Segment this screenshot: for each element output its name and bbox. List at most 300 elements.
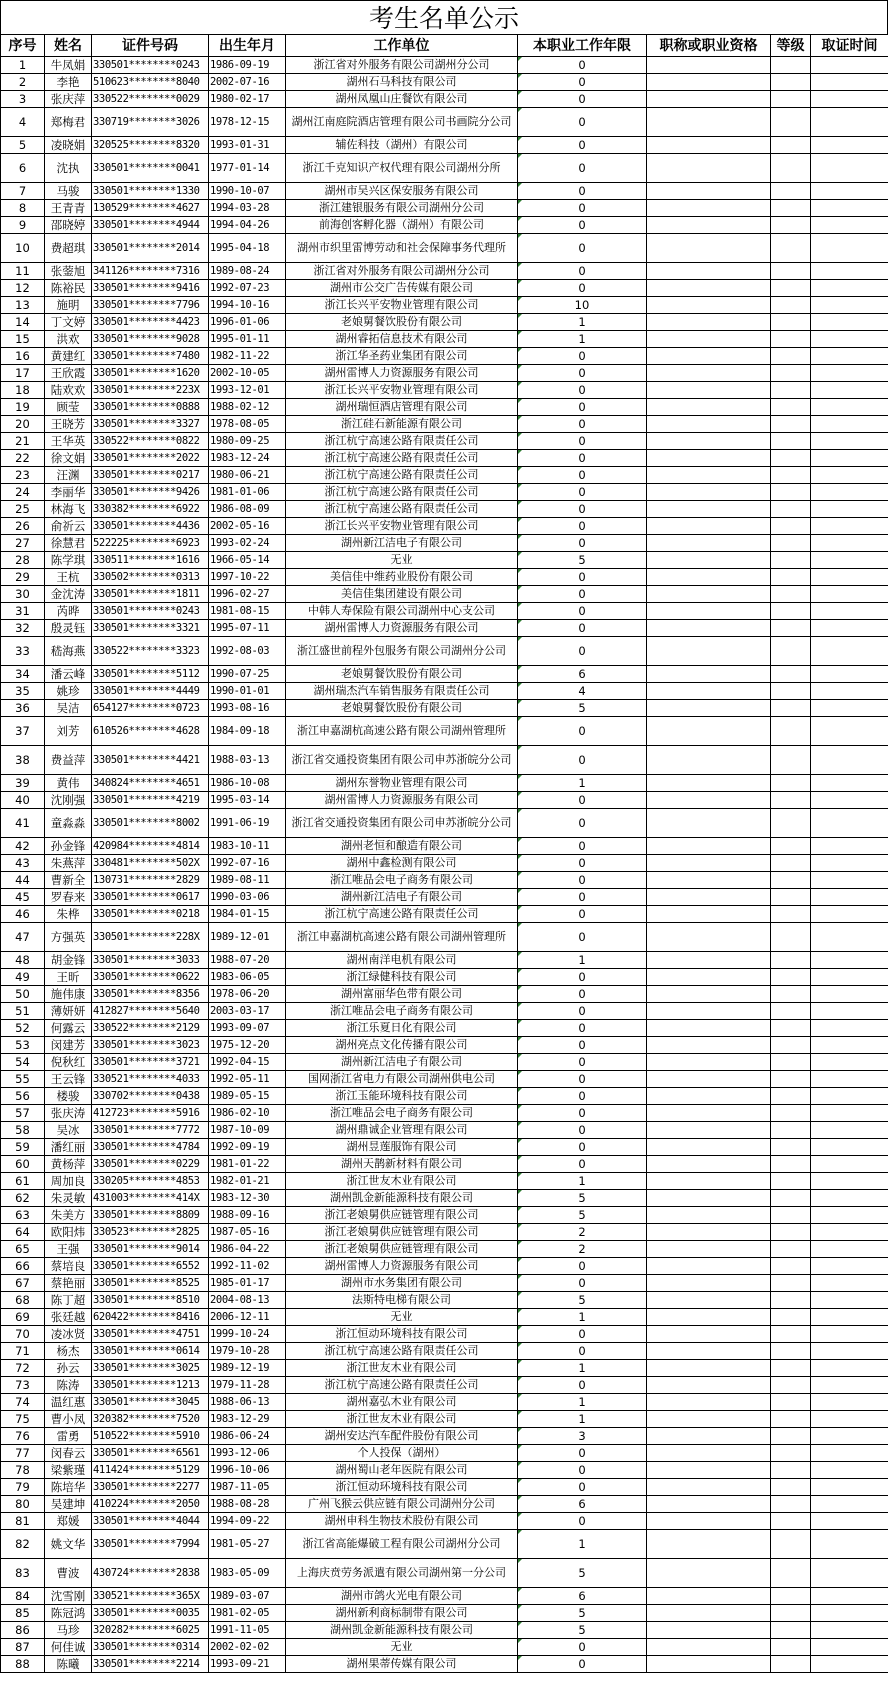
cell-cert-date: [811, 1207, 888, 1224]
cell-level: [771, 1605, 811, 1622]
cell-title: [647, 382, 771, 399]
header-birth: 出生年月: [209, 35, 286, 57]
cell-no: 87: [1, 1639, 45, 1656]
cell-id: 330501********0035: [92, 1605, 209, 1622]
cell-name: 欧阳炜: [45, 1224, 92, 1241]
cell-years: 1: [518, 1360, 647, 1377]
cell-years: 0: [518, 969, 647, 986]
cell-org: 浙江老娘舅供应链管理有限公司: [286, 1207, 518, 1224]
cell-cert-date: [811, 1462, 888, 1479]
cell-cert-date: [811, 717, 888, 746]
cell-org: 浙江杭宁高速公路有限责任公司: [286, 501, 518, 518]
cell-cert-date: [811, 746, 888, 775]
table-row: [1, 1479, 888, 1496]
table-row: [1, 1445, 888, 1462]
cell-level: [771, 1190, 811, 1207]
cell-years: 5: [518, 1622, 647, 1639]
cell-birth: 1983-12-29: [209, 1411, 286, 1428]
cell-id: 330501********3327: [92, 416, 209, 433]
cell-years: 2: [518, 1241, 647, 1258]
cell-birth: 1996-02-27: [209, 586, 286, 603]
cell-title: [647, 1462, 771, 1479]
cell-id: 340824********4651: [92, 775, 209, 792]
cell-name: 黄杨萍: [45, 1156, 92, 1173]
cell-level: [771, 74, 811, 91]
cell-no: 51: [1, 1003, 45, 1020]
cell-level: [771, 1241, 811, 1258]
cell-name: 费超琪: [45, 234, 92, 263]
cell-org: 湖州南洋电机有限公司: [286, 952, 518, 969]
cell-level: [771, 399, 811, 416]
cell-title: [647, 154, 771, 183]
cell-birth: 1989-05-15: [209, 1088, 286, 1105]
cell-id: 330501********0622: [92, 969, 209, 986]
cell-title: [647, 683, 771, 700]
cell-no: 77: [1, 1445, 45, 1462]
cell-title: [647, 1173, 771, 1190]
cell-birth: 1979-11-28: [209, 1377, 286, 1394]
cell-no: 85: [1, 1605, 45, 1622]
cell-title: [647, 1224, 771, 1241]
cell-title: [647, 217, 771, 234]
cell-title: [647, 74, 771, 91]
cell-cert-date: [811, 838, 888, 855]
cell-name: 王晓芳: [45, 416, 92, 433]
cell-id: 330521********4033: [92, 1071, 209, 1088]
cell-title: [647, 1122, 771, 1139]
cell-birth: 1983-12-30: [209, 1190, 286, 1207]
cell-cert-date: [811, 620, 888, 637]
cell-birth: 1997-10-22: [209, 569, 286, 586]
cell-birth: 1983-12-24: [209, 450, 286, 467]
cell-cert-date: [811, 1639, 888, 1656]
cell-no: 70: [1, 1326, 45, 1343]
cell-cert-date: [811, 297, 888, 314]
cell-id: 320525********8320: [92, 137, 209, 154]
cell-level: [771, 1428, 811, 1445]
cell-no: 10: [1, 234, 45, 263]
cell-id: 330522********0822: [92, 433, 209, 450]
cell-title: [647, 501, 771, 518]
cell-level: [771, 518, 811, 535]
cell-name: 陈裕民: [45, 280, 92, 297]
cell-cert-date: [811, 183, 888, 200]
cell-birth: 1981-05-27: [209, 1530, 286, 1559]
cell-cert-date: [811, 1479, 888, 1496]
cell-birth: 1984-09-18: [209, 717, 286, 746]
cell-level: [771, 1496, 811, 1513]
cell-cert-date: [811, 1190, 888, 1207]
cell-id: 330501********4784: [92, 1139, 209, 1156]
cell-cert-date: [811, 1343, 888, 1360]
cell-cert-date: [811, 775, 888, 792]
cell-org: 湖州市公交广告传媒有限公司: [286, 280, 518, 297]
cell-title: [647, 467, 771, 484]
cell-name: 沈刚强: [45, 792, 92, 809]
cell-years: 0: [518, 855, 647, 872]
cell-id: 510522********5910: [92, 1428, 209, 1445]
cell-level: [771, 969, 811, 986]
cell-name: 汪渊: [45, 467, 92, 484]
cell-org: 个人投保（湖州）: [286, 1445, 518, 1462]
cell-years: 0: [518, 1071, 647, 1088]
cell-name: 李艳: [45, 74, 92, 91]
cell-years: 3: [518, 1428, 647, 1445]
cell-id: 330501********8356: [92, 986, 209, 1003]
cell-birth: 1993-09-07: [209, 1020, 286, 1037]
header-name: 姓名: [45, 35, 92, 57]
header-id: 证件号码: [92, 35, 209, 57]
cell-level: [771, 906, 811, 923]
cell-level: [771, 280, 811, 297]
cell-title: [647, 792, 771, 809]
cell-name: 朱灵敏: [45, 1190, 92, 1207]
cell-years: 2: [518, 1224, 647, 1241]
cell-title: [647, 872, 771, 889]
cell-org: 湖州申科生物技术股份有限公司: [286, 1513, 518, 1530]
cell-name: 曹小凤: [45, 1411, 92, 1428]
table-row: [1, 986, 888, 1003]
table-row: [1, 217, 888, 234]
candidate-table: [0, 34, 888, 1673]
cell-name: 周加良: [45, 1173, 92, 1190]
cell-id: 330521********365X: [92, 1588, 209, 1605]
cell-title: [647, 586, 771, 603]
cell-id: 330522********3323: [92, 637, 209, 666]
cell-birth: 1994-10-16: [209, 297, 286, 314]
table-row: [1, 501, 888, 518]
cell-years: 5: [518, 1292, 647, 1309]
cell-name: 张蓥旭: [45, 263, 92, 280]
table-row: [1, 450, 888, 467]
cell-level: [771, 986, 811, 1003]
cell-level: [771, 838, 811, 855]
cell-years: 0: [518, 1122, 647, 1139]
table-row: [1, 467, 888, 484]
cell-org: 浙江唯品会电子商务有限公司: [286, 1003, 518, 1020]
cell-no: 53: [1, 1037, 45, 1054]
table-row: [1, 331, 888, 348]
cell-no: 14: [1, 314, 45, 331]
cell-title: [647, 1190, 771, 1207]
cell-id: 330501********6552: [92, 1258, 209, 1275]
cell-years: 0: [518, 889, 647, 906]
table-row: [1, 57, 888, 74]
table-row: [1, 717, 888, 746]
cell-name: 闵春云: [45, 1445, 92, 1462]
cell-birth: 1986-08-09: [209, 501, 286, 518]
cell-id: 522225********6923: [92, 535, 209, 552]
cell-no: 23: [1, 467, 45, 484]
cell-title: [647, 1054, 771, 1071]
cell-id: 330501********7772: [92, 1122, 209, 1139]
cell-id: 330382********6922: [92, 501, 209, 518]
cell-birth: 1986-02-10: [209, 1105, 286, 1122]
cell-id: 330205********4853: [92, 1173, 209, 1190]
cell-org: 浙江长兴平安物业管理有限公司: [286, 518, 518, 535]
cell-org: 无业: [286, 1309, 518, 1326]
cell-org: 湖州瑞杰汽车销售服务有限责任公司: [286, 683, 518, 700]
cell-years: 0: [518, 1139, 647, 1156]
cell-title: [647, 518, 771, 535]
cell-years: 0: [518, 792, 647, 809]
cell-org: 湖州新江洁电子有限公司: [286, 535, 518, 552]
cell-birth: 1986-10-08: [209, 775, 286, 792]
cell-cert-date: [811, 1656, 888, 1673]
cell-org: 浙江盛世前程外包服务有限公司湖州分公司: [286, 637, 518, 666]
table-row: [1, 1462, 888, 1479]
cell-level: [771, 1173, 811, 1190]
cell-no: 74: [1, 1394, 45, 1411]
cell-birth: 2002-02-02: [209, 1639, 286, 1656]
cell-cert-date: [811, 382, 888, 399]
cell-cert-date: [811, 637, 888, 666]
cell-cert-date: [811, 1003, 888, 1020]
cell-org: 浙江华圣药业集团有限公司: [286, 348, 518, 365]
table-row: [1, 792, 888, 809]
cell-name: 徐文娟: [45, 450, 92, 467]
cell-name: 吴建坤: [45, 1496, 92, 1513]
cell-years: 0: [518, 365, 647, 382]
cell-name: 徐慧君: [45, 535, 92, 552]
cell-cert-date: [811, 314, 888, 331]
cell-org: 浙江千克知识产权代理有限公司湖州分所: [286, 154, 518, 183]
cell-birth: 1989-03-07: [209, 1588, 286, 1605]
table-row: [1, 297, 888, 314]
cell-no: 58: [1, 1122, 45, 1139]
cell-no: 13: [1, 297, 45, 314]
cell-org: 湖州鼎诚企业管理有限公司: [286, 1122, 518, 1139]
cell-cert-date: [811, 1088, 888, 1105]
cell-title: [647, 620, 771, 637]
cell-org: 浙江玉能环境科技有限公司: [286, 1088, 518, 1105]
cell-level: [771, 382, 811, 399]
cell-org: 浙江乐夏日化有限公司: [286, 1020, 518, 1037]
cell-no: 66: [1, 1258, 45, 1275]
cell-no: 88: [1, 1656, 45, 1673]
cell-cert-date: [811, 1105, 888, 1122]
cell-years: 0: [518, 923, 647, 952]
table-row: [1, 683, 888, 700]
table-row: [1, 183, 888, 200]
cell-name: 金沈涛: [45, 586, 92, 603]
cell-org: 湖州安达汽车配件股份有限公司: [286, 1428, 518, 1445]
cell-title: [647, 297, 771, 314]
table-row: [1, 1190, 888, 1207]
table-row: [1, 1241, 888, 1258]
cell-level: [771, 1377, 811, 1394]
table-row: [1, 348, 888, 365]
cell-name: 吴冰: [45, 1122, 92, 1139]
cell-birth: 1994-03-28: [209, 200, 286, 217]
cell-org: 湖州蜀山老年医院有限公司: [286, 1462, 518, 1479]
cell-no: 38: [1, 746, 45, 775]
cell-birth: 1989-12-01: [209, 923, 286, 952]
table-row: [1, 74, 888, 91]
cell-title: [647, 484, 771, 501]
cell-cert-date: [811, 154, 888, 183]
cell-name: 方强英: [45, 923, 92, 952]
cell-org: 无业: [286, 552, 518, 569]
cell-years: 0: [518, 1054, 647, 1071]
cell-title: [647, 1496, 771, 1513]
cell-level: [771, 263, 811, 280]
cell-years: 0: [518, 1445, 647, 1462]
cell-cert-date: [811, 1275, 888, 1292]
cell-org: 浙江省交通投资集团有限公司申苏浙皖分公司: [286, 809, 518, 838]
cell-id: 330522********2129: [92, 1020, 209, 1037]
cell-cert-date: [811, 1258, 888, 1275]
cell-org: 湖州凯金新能源科技有限公司: [286, 1622, 518, 1639]
cell-no: 76: [1, 1428, 45, 1445]
cell-org: 湖州睿拓信息技术有限公司: [286, 331, 518, 348]
table-row: [1, 1360, 888, 1377]
cell-birth: 1986-06-24: [209, 1428, 286, 1445]
cell-years: 0: [518, 620, 647, 637]
cell-level: [771, 683, 811, 700]
cell-name: 王昕: [45, 969, 92, 986]
cell-title: [647, 450, 771, 467]
cell-level: [771, 637, 811, 666]
cell-years: 0: [518, 1156, 647, 1173]
cell-name: 闵建芳: [45, 1037, 92, 1054]
cell-cert-date: [811, 666, 888, 683]
header-cert-date: 取证时间: [811, 35, 888, 57]
table-row: [1, 969, 888, 986]
cell-birth: 1983-10-11: [209, 838, 286, 855]
cell-level: [771, 1309, 811, 1326]
cell-cert-date: [811, 1496, 888, 1513]
cell-years: 0: [518, 450, 647, 467]
cell-birth: 1989-12-19: [209, 1360, 286, 1377]
cell-level: [771, 1559, 811, 1588]
cell-name: 陈涛: [45, 1377, 92, 1394]
cell-years: 1: [518, 1394, 647, 1411]
cell-org: 湖州中鑫检测有限公司: [286, 855, 518, 872]
cell-title: [647, 1559, 771, 1588]
cell-years: 4: [518, 683, 647, 700]
cell-no: 1: [1, 57, 45, 74]
cell-no: 21: [1, 433, 45, 450]
cell-title: [647, 1207, 771, 1224]
cell-org: 浙江唯品会电子商务有限公司: [286, 1105, 518, 1122]
cell-org: 浙江恒动环境科技有限公司: [286, 1326, 518, 1343]
table-row: [1, 365, 888, 382]
cell-birth: 1996-10-06: [209, 1462, 286, 1479]
cell-title: [647, 1037, 771, 1054]
cell-name: 朱美方: [45, 1207, 92, 1224]
cell-id: 330501********4449: [92, 683, 209, 700]
cell-cert-date: [811, 1445, 888, 1462]
cell-birth: 1981-01-22: [209, 1156, 286, 1173]
cell-title: [647, 535, 771, 552]
cell-birth: 1990-01-01: [209, 683, 286, 700]
cell-years: 5: [518, 1207, 647, 1224]
cell-title: [647, 416, 771, 433]
cell-org: 湖州市鸽火光电有限公司: [286, 1588, 518, 1605]
cell-name: 陈丁超: [45, 1292, 92, 1309]
table-row: [1, 1071, 888, 1088]
cell-level: [771, 1122, 811, 1139]
cell-birth: 1989-08-24: [209, 263, 286, 280]
cell-years: 0: [518, 603, 647, 620]
cell-level: [771, 889, 811, 906]
page-title: 考生名单公示: [0, 0, 888, 34]
cell-level: [771, 952, 811, 969]
cell-level: [771, 348, 811, 365]
cell-birth: 1989-08-11: [209, 872, 286, 889]
cell-org: 美信佳集团建设有限公司: [286, 586, 518, 603]
cell-no: 41: [1, 809, 45, 838]
cell-years: 0: [518, 137, 647, 154]
table-row: [1, 1292, 888, 1309]
cell-org: 湖州嘉弘木业有限公司: [286, 1394, 518, 1411]
cell-id: 411424********5129: [92, 1462, 209, 1479]
cell-no: 2: [1, 74, 45, 91]
cell-org: 老娘舅餐饮股份有限公司: [286, 314, 518, 331]
cell-title: [647, 348, 771, 365]
cell-level: [771, 1292, 811, 1309]
cell-no: 25: [1, 501, 45, 518]
cell-level: [771, 1622, 811, 1639]
cell-org: 浙江老娘舅供应链管理有限公司: [286, 1241, 518, 1258]
cell-years: 0: [518, 746, 647, 775]
cell-cert-date: [811, 501, 888, 518]
cell-level: [771, 535, 811, 552]
table-row: [1, 552, 888, 569]
cell-cert-date: [811, 467, 888, 484]
cell-level: [771, 154, 811, 183]
cell-cert-date: [811, 234, 888, 263]
cell-title: [647, 1275, 771, 1292]
cell-id: 330523********2825: [92, 1224, 209, 1241]
cell-level: [771, 700, 811, 717]
cell-org: 湖州果蒂传媒有限公司: [286, 1656, 518, 1673]
cell-no: 17: [1, 365, 45, 382]
cell-no: 36: [1, 700, 45, 717]
cell-name: 李丽华: [45, 484, 92, 501]
cell-title: [647, 1292, 771, 1309]
cell-no: 8: [1, 200, 45, 217]
table-row: [1, 1428, 888, 1445]
table-row: [1, 535, 888, 552]
table-row: [1, 399, 888, 416]
cell-title: [647, 1020, 771, 1037]
cell-level: [771, 1071, 811, 1088]
cell-birth: 1987-11-05: [209, 1479, 286, 1496]
cell-level: [771, 1513, 811, 1530]
cell-years: 0: [518, 569, 647, 586]
cell-years: 5: [518, 1605, 647, 1622]
cell-id: 330501********3033: [92, 952, 209, 969]
cell-title: [647, 1513, 771, 1530]
cell-no: 71: [1, 1343, 45, 1360]
cell-name: 马珍: [45, 1622, 92, 1639]
cell-name: 温红惠: [45, 1394, 92, 1411]
cell-name: 梁紫瑾: [45, 1462, 92, 1479]
cell-cert-date: [811, 552, 888, 569]
cell-org: 浙江长兴平安物业管理有限公司: [286, 297, 518, 314]
cell-org: 法斯特电梯有限公司: [286, 1292, 518, 1309]
cell-years: 0: [518, 1088, 647, 1105]
table-row: [1, 1105, 888, 1122]
cell-cert-date: [811, 809, 888, 838]
cell-id: 320382********7520: [92, 1411, 209, 1428]
cell-name: 沈雪刚: [45, 1588, 92, 1605]
cell-years: 0: [518, 1479, 647, 1496]
cell-cert-date: [811, 108, 888, 137]
cell-title: [647, 1241, 771, 1258]
